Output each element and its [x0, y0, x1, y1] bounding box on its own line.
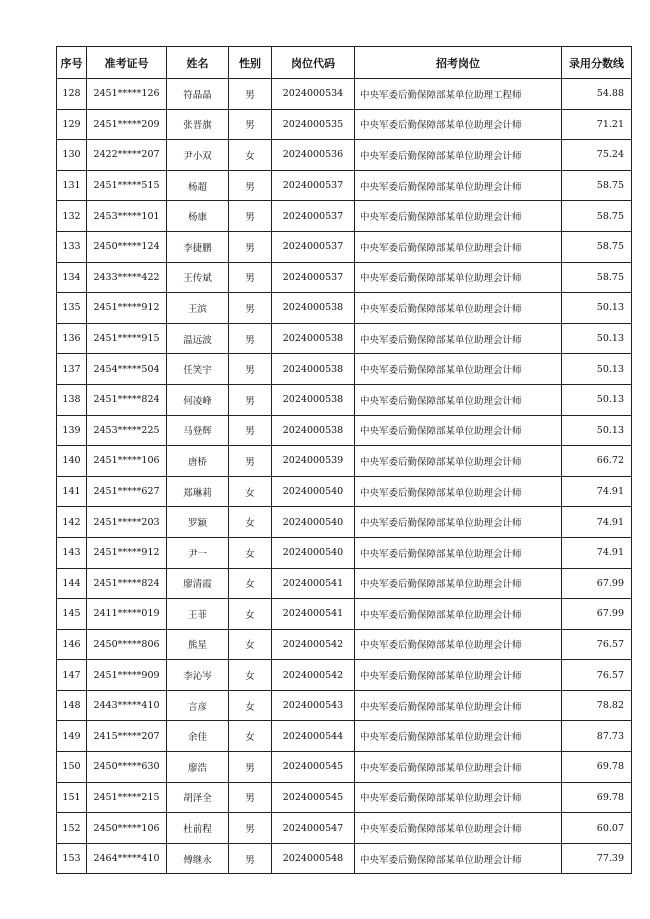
cell-score: 50.13	[562, 384, 632, 415]
cell-post: 中央军委后勤保障部某单位助理会计师	[355, 354, 562, 385]
cell-gender: 男	[229, 201, 272, 232]
cell-post-code: 2024000540	[272, 476, 355, 507]
cell-seq: 131	[57, 170, 87, 201]
cell-name: 李沁岑	[167, 660, 229, 691]
cell-seq: 151	[57, 782, 87, 813]
cell-name: 郑琳莉	[167, 476, 229, 507]
cell-post-code: 2024000542	[272, 660, 355, 691]
header-post-code: 岗位代码	[272, 47, 355, 79]
cell-gender: 男	[229, 231, 272, 262]
cell-name: 熊星	[167, 629, 229, 660]
cell-seq: 128	[57, 79, 87, 110]
cell-name: 杨超	[167, 170, 229, 201]
table-row	[57, 843, 632, 874]
cell-seq: 149	[57, 721, 87, 752]
cell-score: 87.73	[562, 721, 632, 752]
cell-name: 任笑宇	[167, 354, 229, 385]
cell-name: 廖清霞	[167, 568, 229, 599]
cell-post: 中央军委后勤保障部某单位助理会计师	[355, 415, 562, 446]
cell-exam-id: 2451*****915	[87, 323, 167, 354]
cell-post-code: 2024000539	[272, 446, 355, 477]
admission-score-table	[56, 46, 632, 874]
cell-name: 张晋旗	[167, 109, 229, 140]
cell-score: 71.21	[562, 109, 632, 140]
cell-post-code: 2024000547	[272, 813, 355, 844]
table-row	[57, 629, 632, 660]
cell-post: 中央军委后勤保障部某单位助理会计师	[355, 721, 562, 752]
cell-score: 76.57	[562, 629, 632, 660]
cell-score: 78.82	[562, 690, 632, 721]
cell-post: 中央军委后勤保障部某单位助理会计师	[355, 629, 562, 660]
cell-name: 符晶晶	[167, 79, 229, 110]
table-row	[57, 690, 632, 721]
cell-post: 中央军委后勤保障部某单位助理会计师	[355, 690, 562, 721]
table-row	[57, 813, 632, 844]
cell-seq: 138	[57, 384, 87, 415]
cell-exam-id: 2450*****630	[87, 752, 167, 783]
cell-exam-id: 2451*****215	[87, 782, 167, 813]
table-row	[57, 323, 632, 354]
cell-exam-id: 2451*****627	[87, 476, 167, 507]
cell-name: 胡泽全	[167, 782, 229, 813]
cell-score: 50.13	[562, 415, 632, 446]
cell-score: 69.78	[562, 752, 632, 783]
cell-post: 中央军委后勤保障部某单位助理会计师	[355, 262, 562, 293]
cell-name: 尹一	[167, 537, 229, 568]
table-row	[57, 537, 632, 568]
cell-post-code: 2024000537	[272, 231, 355, 262]
cell-gender: 女	[229, 568, 272, 599]
cell-gender: 男	[229, 109, 272, 140]
cell-name: 王菲	[167, 599, 229, 630]
cell-score: 58.75	[562, 201, 632, 232]
header-seq: 序号	[57, 47, 87, 79]
cell-gender: 男	[229, 323, 272, 354]
table-row	[57, 170, 632, 201]
cell-gender: 女	[229, 140, 272, 171]
cell-exam-id: 2450*****806	[87, 629, 167, 660]
cell-exam-id: 2450*****124	[87, 231, 167, 262]
table-row	[57, 446, 632, 477]
table-row	[57, 384, 632, 415]
header-score: 录用分数线	[562, 47, 632, 79]
cell-post: 中央军委后勤保障部某单位助理会计师	[355, 109, 562, 140]
cell-post-code: 2024000535	[272, 109, 355, 140]
cell-seq: 153	[57, 843, 87, 874]
table-row	[57, 354, 632, 385]
cell-post: 中央军委后勤保障部某单位助理会计师	[355, 231, 562, 262]
cell-score: 50.13	[562, 354, 632, 385]
cell-post: 中央军委后勤保障部某单位助理会计师	[355, 293, 562, 324]
cell-post-code: 2024000537	[272, 262, 355, 293]
cell-post-code: 2024000548	[272, 843, 355, 874]
cell-name: 王传斌	[167, 262, 229, 293]
cell-seq: 148	[57, 690, 87, 721]
cell-exam-id: 2415*****207	[87, 721, 167, 752]
cell-seq: 133	[57, 231, 87, 262]
table-row	[57, 79, 632, 110]
cell-score: 69.78	[562, 782, 632, 813]
cell-exam-id: 2451*****824	[87, 568, 167, 599]
cell-gender: 女	[229, 599, 272, 630]
cell-seq: 146	[57, 629, 87, 660]
cell-gender: 男	[229, 782, 272, 813]
cell-post-code: 2024000541	[272, 568, 355, 599]
table-row	[57, 476, 632, 507]
cell-seq: 134	[57, 262, 87, 293]
cell-score: 74.91	[562, 507, 632, 538]
cell-post: 中央军委后勤保障部某单位助理会计师	[355, 170, 562, 201]
cell-post: 中央军委后勤保障部某单位助理会计师	[355, 476, 562, 507]
cell-gender: 男	[229, 170, 272, 201]
cell-name: 何凌峰	[167, 384, 229, 415]
table-row	[57, 109, 632, 140]
cell-gender: 女	[229, 476, 272, 507]
cell-name: 廖浩	[167, 752, 229, 783]
cell-gender: 男	[229, 843, 272, 874]
cell-exam-id: 2451*****209	[87, 109, 167, 140]
cell-score: 50.13	[562, 323, 632, 354]
cell-seq: 142	[57, 507, 87, 538]
cell-post-code: 2024000543	[272, 690, 355, 721]
cell-name: 李捷鹏	[167, 231, 229, 262]
cell-exam-id: 2433*****422	[87, 262, 167, 293]
cell-score: 67.99	[562, 568, 632, 599]
cell-exam-id: 2464*****410	[87, 843, 167, 874]
cell-gender: 男	[229, 354, 272, 385]
cell-score: 58.75	[562, 170, 632, 201]
cell-exam-id: 2451*****106	[87, 446, 167, 477]
cell-score: 77.39	[562, 843, 632, 874]
cell-post: 中央军委后勤保障部某单位助理会计师	[355, 140, 562, 171]
cell-exam-id: 2411*****019	[87, 599, 167, 630]
cell-score: 67.99	[562, 599, 632, 630]
cell-post: 中央军委后勤保障部某单位助理会计师	[355, 201, 562, 232]
cell-post: 中央军委后勤保障部某单位助理会计师	[355, 323, 562, 354]
cell-name: 余佳	[167, 721, 229, 752]
cell-seq: 143	[57, 537, 87, 568]
cell-post: 中央军委后勤保障部某单位助理会计师	[355, 843, 562, 874]
cell-seq: 135	[57, 293, 87, 324]
cell-post: 中央军委后勤保障部某单位助理会计师	[355, 446, 562, 477]
table-body	[57, 79, 632, 874]
cell-gender: 女	[229, 690, 272, 721]
cell-post-code: 2024000540	[272, 507, 355, 538]
table-row	[57, 262, 632, 293]
cell-score: 76.57	[562, 660, 632, 691]
cell-post: 中央军委后勤保障部某单位助理会计师	[355, 384, 562, 415]
cell-post: 中央军委后勤保障部某单位助理会计师	[355, 507, 562, 538]
cell-gender: 女	[229, 721, 272, 752]
cell-post-code: 2024000538	[272, 323, 355, 354]
cell-seq: 152	[57, 813, 87, 844]
cell-exam-id: 2454*****504	[87, 354, 167, 385]
cell-post: 中央军委后勤保障部某单位助理工程师	[355, 79, 562, 110]
cell-score: 66.72	[562, 446, 632, 477]
cell-name: 尹小双	[167, 140, 229, 171]
cell-seq: 139	[57, 415, 87, 446]
cell-score: 74.91	[562, 537, 632, 568]
cell-post-code: 2024000537	[272, 201, 355, 232]
cell-post-code: 2024000534	[272, 79, 355, 110]
cell-seq: 132	[57, 201, 87, 232]
cell-exam-id: 2443*****410	[87, 690, 167, 721]
cell-post: 中央军委后勤保障部某单位助理会计师	[355, 782, 562, 813]
header-row	[57, 47, 632, 79]
cell-seq: 129	[57, 109, 87, 140]
cell-seq: 141	[57, 476, 87, 507]
cell-post-code: 2024000538	[272, 415, 355, 446]
cell-post: 中央军委后勤保障部某单位助理会计师	[355, 660, 562, 691]
header-post: 招考岗位	[355, 47, 562, 79]
cell-score: 50.13	[562, 293, 632, 324]
header-exam-id: 准考证号	[87, 47, 167, 79]
cell-seq: 140	[57, 446, 87, 477]
cell-post-code: 2024000545	[272, 752, 355, 783]
cell-score: 74.91	[562, 476, 632, 507]
cell-seq: 137	[57, 354, 87, 385]
cell-exam-id: 2453*****225	[87, 415, 167, 446]
cell-gender: 女	[229, 629, 272, 660]
cell-gender: 男	[229, 415, 272, 446]
cell-post: 中央军委后勤保障部某单位助理会计师	[355, 568, 562, 599]
cell-post-code: 2024000542	[272, 629, 355, 660]
cell-name: 杨康	[167, 201, 229, 232]
cell-post: 中央军委后勤保障部某单位助理会计师	[355, 537, 562, 568]
table-row	[57, 293, 632, 324]
cell-exam-id: 2450*****106	[87, 813, 167, 844]
cell-seq: 130	[57, 140, 87, 171]
cell-gender: 男	[229, 446, 272, 477]
cell-gender: 男	[229, 752, 272, 783]
cell-name: 罗颖	[167, 507, 229, 538]
cell-exam-id: 2422*****207	[87, 140, 167, 171]
table-row	[57, 752, 632, 783]
cell-post-code: 2024000537	[272, 170, 355, 201]
table-row	[57, 568, 632, 599]
cell-post-code: 2024000545	[272, 782, 355, 813]
cell-exam-id: 2451*****824	[87, 384, 167, 415]
cell-exam-id: 2451*****203	[87, 507, 167, 538]
cell-seq: 145	[57, 599, 87, 630]
table-row	[57, 415, 632, 446]
cell-score: 58.75	[562, 231, 632, 262]
cell-post-code: 2024000538	[272, 354, 355, 385]
cell-post: 中央军委后勤保障部某单位助理会计师	[355, 813, 562, 844]
cell-name: 王滨	[167, 293, 229, 324]
table-row	[57, 231, 632, 262]
cell-gender: 女	[229, 537, 272, 568]
cell-exam-id: 2453*****101	[87, 201, 167, 232]
cell-seq: 144	[57, 568, 87, 599]
cell-post: 中央军委后勤保障部某单位助理会计师	[355, 752, 562, 783]
cell-gender: 男	[229, 813, 272, 844]
cell-gender: 男	[229, 79, 272, 110]
cell-seq: 136	[57, 323, 87, 354]
cell-score: 58.75	[562, 262, 632, 293]
cell-gender: 男	[229, 384, 272, 415]
cell-score: 60.07	[562, 813, 632, 844]
cell-name: 马登辉	[167, 415, 229, 446]
cell-name: 傅继永	[167, 843, 229, 874]
header-name: 姓名	[167, 47, 229, 79]
cell-name: 言彦	[167, 690, 229, 721]
table-row	[57, 721, 632, 752]
cell-score: 75.24	[562, 140, 632, 171]
table-row	[57, 782, 632, 813]
cell-post-code: 2024000538	[272, 384, 355, 415]
cell-post-code: 2024000541	[272, 599, 355, 630]
cell-gender: 男	[229, 262, 272, 293]
cell-exam-id: 2451*****515	[87, 170, 167, 201]
cell-gender: 男	[229, 293, 272, 324]
header-gender: 性别	[229, 47, 272, 79]
cell-exam-id: 2451*****126	[87, 79, 167, 110]
cell-score: 54.88	[562, 79, 632, 110]
cell-gender: 女	[229, 507, 272, 538]
cell-post-code: 2024000544	[272, 721, 355, 752]
cell-post-code: 2024000536	[272, 140, 355, 171]
cell-exam-id: 2451*****912	[87, 293, 167, 324]
cell-post-code: 2024000538	[272, 293, 355, 324]
cell-name: 温远波	[167, 323, 229, 354]
cell-post: 中央军委后勤保障部某单位助理会计师	[355, 599, 562, 630]
table-row	[57, 660, 632, 691]
cell-exam-id: 2451*****909	[87, 660, 167, 691]
table-row	[57, 201, 632, 232]
cell-post-code: 2024000540	[272, 537, 355, 568]
cell-seq: 147	[57, 660, 87, 691]
table-row	[57, 599, 632, 630]
cell-name: 杜前程	[167, 813, 229, 844]
table-row	[57, 140, 632, 171]
table-row	[57, 507, 632, 538]
cell-seq: 150	[57, 752, 87, 783]
cell-exam-id: 2451*****912	[87, 537, 167, 568]
cell-gender: 女	[229, 660, 272, 691]
cell-name: 唐桥	[167, 446, 229, 477]
